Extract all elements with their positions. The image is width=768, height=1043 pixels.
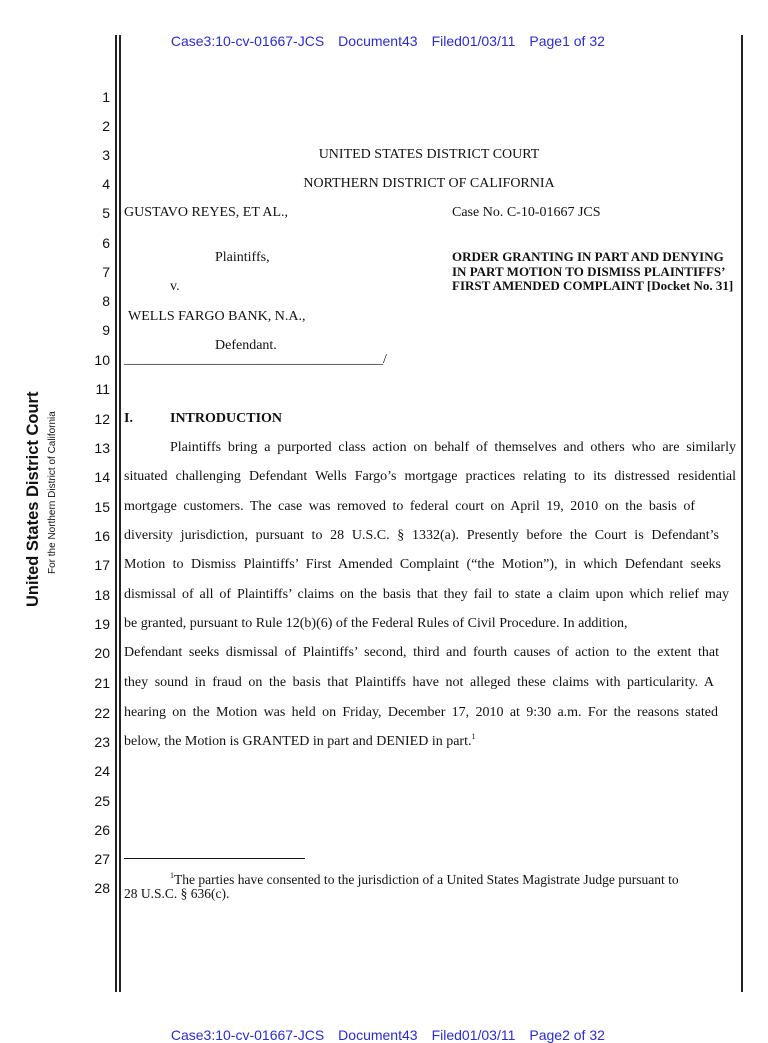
sidebar-court-subtitle: For the Northern District of California (47, 411, 58, 574)
footnote-rule (124, 858, 305, 859)
next-page-header (0, 1011, 768, 1043)
left-margin-rule-inner (119, 35, 121, 992)
footnote-text: The parties have consented to the jurisdiction of a United States Magistrate Judge pursuant to (174, 872, 679, 887)
line-number: 13 (94, 440, 110, 456)
body-line: diversity jurisdiction, pursuant to 28 U.S.C. § 1332(a). Presently before the Court is Defendant’s (124, 528, 719, 543)
line-number: 15 (94, 499, 110, 515)
line-number: 8 (102, 293, 110, 309)
line-number: 14 (94, 469, 110, 485)
line-number: 21 (94, 675, 110, 691)
header-case-number: Case3:10-cv-01667-JCS (170, 33, 325, 49)
plaintiff-role: Plaintiffs, (215, 250, 270, 265)
line-number: 7 (102, 264, 110, 280)
caption-signature-line: _____________________________________/ (124, 352, 387, 367)
body-line: hearing on the Motion was held on Friday, December 17, 2010 at 9:30 a.m. For the reasons stated (124, 705, 718, 720)
line-number: 6 (102, 235, 110, 251)
footnote-marker: 1 (170, 871, 174, 880)
body-line: mortgage customers. The case was removed to federal court on April 19, 2010 on the basis of (124, 499, 695, 514)
body-line: Motion to Dismiss Plaintiffs’ First Amended Complaint (“the Motion”), in which Defendant seeks (124, 557, 721, 572)
plaintiff-name: GUSTAVO REYES, ET AL., (124, 205, 289, 220)
line-number: 3 (102, 147, 110, 163)
court-district: NORTHERN DISTRICT OF CALIFORNIA (303, 176, 555, 191)
versus: v. (170, 279, 180, 294)
line-number: 23 (94, 734, 110, 750)
order-title: ORDER GRANTING IN PART AND DENYING IN PART MOTION TO DISMISS PLAINTIFFS’ FIRST AMENDED COMPLAINT [Docket No. 31] (452, 249, 734, 293)
header-filed-date: Filed01/03/11 (431, 33, 516, 49)
footnote-reference[interactable]: 1 (471, 732, 476, 741)
line-number: 27 (94, 851, 110, 867)
body-line: Plaintiffs bring a purported class action on behalf of themselves and others who are similarly (170, 440, 736, 455)
header-page-number: Page2 of 32 (529, 1027, 605, 1043)
section-number: I. (124, 411, 133, 426)
footnote (124, 873, 736, 901)
footnote-line-2: 28 U.S.C. § 636(c). (124, 886, 230, 901)
court-name: UNITED STATES DISTRICT COURT (318, 147, 540, 162)
body-line: Defendant seeks dismissal of Plaintiffs’ second, third and fourth causes of action to the extent that (124, 645, 719, 660)
sidebar-court-title: United States District Court (24, 391, 42, 607)
line-number: 2 (102, 118, 110, 134)
header-case-number: Case3:10-cv-01667-JCS (170, 1027, 325, 1043)
case-number: Case No. C-10-01667 JCS (452, 205, 601, 220)
defendant-name: WELLS FARGO BANK, N.A., (128, 309, 306, 324)
section-heading: INTRODUCTION (170, 411, 283, 426)
header-page-number: Page1 of 32 (529, 33, 605, 49)
line-number: 18 (94, 587, 110, 603)
footnote-line-1 (124, 873, 736, 887)
body-line: be granted, pursuant to Rule 12(b)(6) of the Federal Rules of Civil Procedure. In addition, (124, 616, 628, 631)
body-line: dismissal of all of Plaintiffs’ claims on the basis that they fail to state a claim upon which relief may (124, 587, 729, 602)
body-line: situated challenging Defendant Wells Fargo’s mortgage practices relating to its distressed residential (124, 469, 736, 484)
line-number: 17 (94, 557, 110, 573)
line-number: 10 (94, 352, 110, 368)
line-number: 5 (102, 205, 110, 221)
line-number: 16 (94, 528, 110, 544)
header-document-number: Document43 (338, 33, 418, 49)
defendant-role: Defendant. (215, 338, 277, 353)
line-number: 11 (95, 381, 110, 397)
left-margin-rule (115, 35, 117, 992)
line-number: 4 (102, 176, 110, 192)
line-number: 20 (94, 645, 110, 661)
line-number: 1 (102, 89, 110, 105)
line-number: 9 (102, 322, 110, 338)
body-line-last (124, 734, 736, 750)
body-line: they sound in fraud on the basis that Plaintiffs have not alleged these claims with particularity. A (124, 675, 714, 690)
line-number: 25 (94, 793, 110, 809)
header-filed-date: Filed01/03/11 (431, 1027, 516, 1043)
line-number: 24 (94, 763, 110, 779)
line-number: 19 (94, 616, 110, 632)
header-document-number: Document43 (338, 1027, 418, 1043)
right-margin-rule (741, 35, 743, 992)
line-number: 28 (94, 880, 110, 896)
line-number: 12 (94, 411, 110, 427)
line-number: 26 (94, 822, 110, 838)
line-number: 22 (94, 705, 110, 721)
body-last-text: below, the Motion is GRANTED in part and DENIED in part. (124, 734, 472, 749)
